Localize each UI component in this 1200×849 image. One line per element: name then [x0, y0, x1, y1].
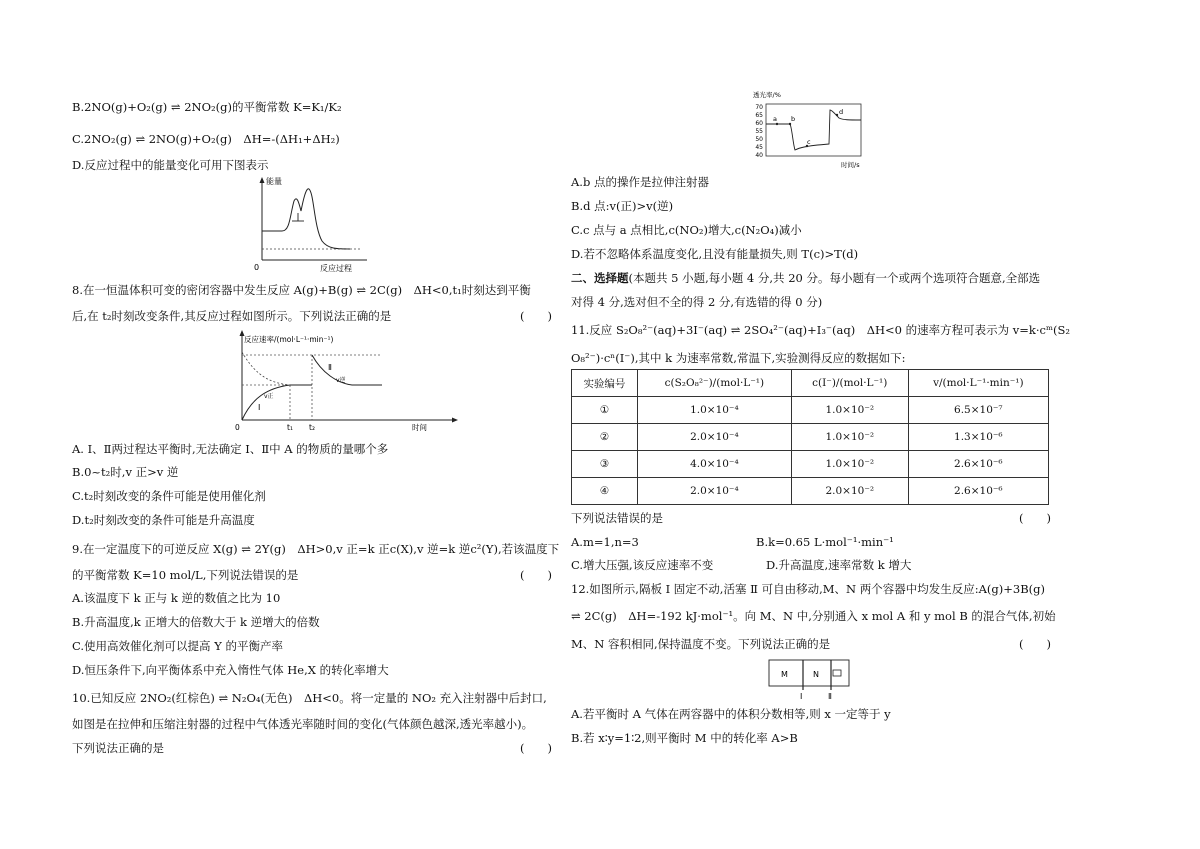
q7-option-b: B.2NO(g)+O₂(g) ⇌ 2NO₂(g)的平衡常数 K=K₁/K₂: [72, 100, 342, 114]
q11-option-b: B.k=0.65 L·mol⁻¹·min⁻¹: [756, 535, 894, 549]
trans-tick: 55: [755, 128, 763, 135]
q12-answer-paren[interactable]: ( ): [1019, 637, 1051, 651]
q11-question: 下列说法错误的是: [571, 511, 663, 525]
q8-option-a: A. Ⅰ、Ⅱ两过程达平衡时,无法确定 Ⅰ、Ⅱ中 A 的物质的量哪个多: [72, 442, 389, 456]
q8-stem-line1: 8.在一恒温体积可变的密闭容器中发生反应 A(g)+B(g) ⇌ 2C(g) ΔH<0,t₁时刻达到平衡: [72, 283, 531, 297]
q10-stem-line2: 如图是在拉伸和压缩注射器的过程中气体透光率随时间的变化(气体颜色越深,透光率越小)。: [72, 717, 534, 731]
rate-label-vzheng: v正: [264, 393, 274, 400]
trans-tick: 70: [755, 104, 763, 111]
q11-stem-line2: O₈²⁻)·cⁿ(I⁻),其中 k 为速率常数,常温下,实验测得反应的数据如下:: [571, 351, 906, 365]
q9-stem-line2: 的平衡常数 K=10 mol/L,下列说法错误的是: [72, 568, 299, 582]
table-cell: 4.0×10⁻⁴: [637, 451, 791, 478]
q9-option-d: D.恒压条件下,向平衡体系中充入惰性气体 He,X 的转化率增大: [72, 663, 389, 677]
q11-data-table: [571, 369, 1049, 505]
table-cell: 1.0×10⁻²: [791, 397, 908, 424]
q10-option-b: B.d 点:v(正)>v(逆): [571, 199, 674, 213]
table-cell: 1.3×10⁻⁶: [908, 424, 1048, 451]
rate-label-vni: v逆: [336, 377, 346, 384]
q8-answer-paren[interactable]: ( ): [520, 309, 552, 323]
table-cell: ①: [572, 397, 638, 424]
rate-label-I: Ⅰ: [258, 403, 261, 412]
trans-point-label: a: [773, 115, 777, 123]
trans-tick: 45: [755, 144, 763, 151]
q11-option-c: C.增大压强,该反应速率不变: [571, 558, 714, 572]
table-row: [572, 424, 1049, 451]
trans-point-label: b: [791, 115, 796, 123]
table-header-row: [572, 370, 1049, 397]
trans-tick: 65: [755, 112, 763, 119]
q8-stem-line2: 后,在 t₂时刻改变条件,其反应过程如图所示。下列说法正确的是: [72, 309, 392, 323]
partition-label-I: Ⅰ: [800, 692, 803, 701]
rate-ylabel: 反应速率/(mol·L⁻¹·min⁻¹): [244, 335, 334, 344]
trans-tick: 60: [755, 120, 763, 127]
container-label-M: M: [781, 670, 788, 679]
section2-heading: 二、选择题: [571, 271, 629, 285]
table-cell: 2.0×10⁻²: [791, 478, 908, 505]
table-cell: ③: [572, 451, 638, 478]
transmittance-chart: [749, 88, 869, 172]
energy-diagram: [252, 175, 372, 275]
q12-option-a: A.若平衡时 A 气体在两容器中的体积分数相等,则 x 一定等于 y: [571, 707, 891, 721]
rate-origin: 0: [235, 423, 240, 432]
energy-origin: 0: [254, 263, 260, 272]
q10-stem-line3: 下列说法正确的是: [72, 741, 164, 755]
q8-option-b: B.0~t₂时,v 正>v 逆: [72, 465, 179, 479]
section2-line1: [571, 270, 1040, 286]
q12-stem-line2: ⇌ 2C(g) ΔH=-192 kJ·mol⁻¹。向 M、N 中,分别通入 x mol A 和 y mol B 的混合气体,初始: [571, 609, 1056, 623]
table-header-cell: c(S₂O₈²⁻)/(mol·L⁻¹): [637, 370, 791, 397]
table-cell: 2.6×10⁻⁶: [908, 451, 1048, 478]
table-cell: 2.0×10⁻⁴: [637, 424, 791, 451]
q10-stem-line1: 10.已知反应 2NO₂(红棕色) ⇌ N₂O₄(无色) ΔH<0。将一定量的 NO₂ 充入注射器中后封口,: [72, 691, 547, 705]
rate-label-II: Ⅱ: [328, 363, 332, 372]
table-cell: 6.5×10⁻⁷: [908, 397, 1048, 424]
trans-point-label: d: [839, 108, 844, 116]
table-header-cell: c(I⁻)/(mol·L⁻¹): [791, 370, 908, 397]
section2-line2: 对得 4 分,选对但不全的得 2 分,有选错的得 0 分): [571, 295, 823, 309]
q10-option-d: D.若不忽略体系温度变化,且没有能量损失,则 T(c)>T(d): [571, 247, 859, 261]
table-cell: 2.6×10⁻⁶: [908, 478, 1048, 505]
q9-option-a: A.该温度下 k 正与 k 逆的数值之比为 10: [72, 591, 281, 605]
rate-xlabel: 时间: [412, 423, 427, 432]
trans-tick: 40: [755, 152, 763, 159]
section2-instructions: (本题共 5 小题,每小题 4 分,共 20 分。每小题有一个或两个选项符合题意,全部选: [628, 271, 1041, 285]
q9-stem-line1: 9.在一定温度下的可逆反应 X(g) ⇌ 2Y(g) ΔH>0,v 正=k 正c(X),v 逆=k 逆c²(Y),若该温度下: [72, 542, 560, 556]
q7-option-c: C.2NO₂(g) ⇌ 2NO(g)+O₂(g) ΔH=-(ΔH₁+ΔH₂): [72, 132, 340, 146]
q7-option-d: D.反应过程中的能量变化可用下图表示: [72, 158, 269, 172]
table-cell: ④: [572, 478, 638, 505]
table-header-cell: 实验编号: [572, 370, 638, 397]
q10-option-a: A.b 点的操作是拉伸注射器: [571, 175, 709, 189]
table-row: [572, 451, 1049, 478]
table-cell: 2.0×10⁻⁴: [637, 478, 791, 505]
q9-option-b: B.升高温度,k 正增大的倍数大于 k 逆增大的倍数: [72, 615, 320, 629]
table-row: [572, 397, 1049, 424]
rate-time-chart: [232, 328, 462, 434]
q12-stem-line1: 12.如图所示,隔板 Ⅰ 固定不动,活塞 Ⅱ 可自由移动,M、N 两个容器中均发生反应:A(g)+3B(g): [571, 582, 1045, 596]
q11-option-a: A.m=1,n=3: [571, 535, 639, 549]
q12-stem-line3: M、N 容积相同,保持温度不变。下列说法正确的是: [571, 637, 831, 651]
q8-option-d: D.t₂时刻改变的条件可能是升高温度: [72, 513, 255, 527]
trans-tick: 50: [755, 136, 763, 143]
trans-ylabel: 透光率/%: [753, 91, 781, 99]
energy-xlabel: 反应过程: [320, 264, 352, 273]
trans-xlabel: 时间/s: [841, 161, 860, 169]
table-cell: ②: [572, 424, 638, 451]
q9-answer-paren[interactable]: ( ): [520, 568, 552, 582]
container-diagram: [767, 658, 857, 702]
table-header-cell: v/(mol·L⁻¹·min⁻¹): [908, 370, 1048, 397]
q10-option-c: C.c 点与 a 点相比,c(NO₂)增大,c(N₂O₄)减小: [571, 223, 802, 237]
q11-answer-paren[interactable]: ( ): [1019, 511, 1051, 525]
q9-option-c: C.使用高效催化剂可以提高 Y 的平衡产率: [72, 639, 283, 653]
energy-ylabel: 能量: [266, 177, 282, 186]
table-cell: 1.0×10⁻²: [791, 424, 908, 451]
q11-stem-line1: 11.反应 S₂O₈²⁻(aq)+3I⁻(aq) ⇌ 2SO₄²⁻(aq)+I₃⁻(aq) ΔH<0 的速率方程可表示为 v=k·cᵐ(S₂: [571, 323, 1071, 337]
q12-option-b: B.若 x∶y=1∶2,则平衡时 M 中的转化率 A>B: [571, 731, 798, 745]
rate-t1: t₁: [287, 423, 293, 432]
piston-label-II: Ⅱ: [828, 692, 832, 701]
q8-option-c: C.t₂时刻改变的条件可能是使用催化剂: [72, 489, 266, 503]
container-label-N: N: [813, 670, 819, 679]
table-cell: 1.0×10⁻²: [791, 451, 908, 478]
q10-answer-paren[interactable]: ( ): [520, 741, 552, 755]
table-cell: 1.0×10⁻⁴: [637, 397, 791, 424]
table-row: [572, 478, 1049, 505]
q11-option-d: D.升高温度,速率常数 k 增大: [766, 558, 912, 572]
rate-t2: t₂: [309, 423, 315, 432]
trans-point-label: c: [807, 138, 811, 146]
